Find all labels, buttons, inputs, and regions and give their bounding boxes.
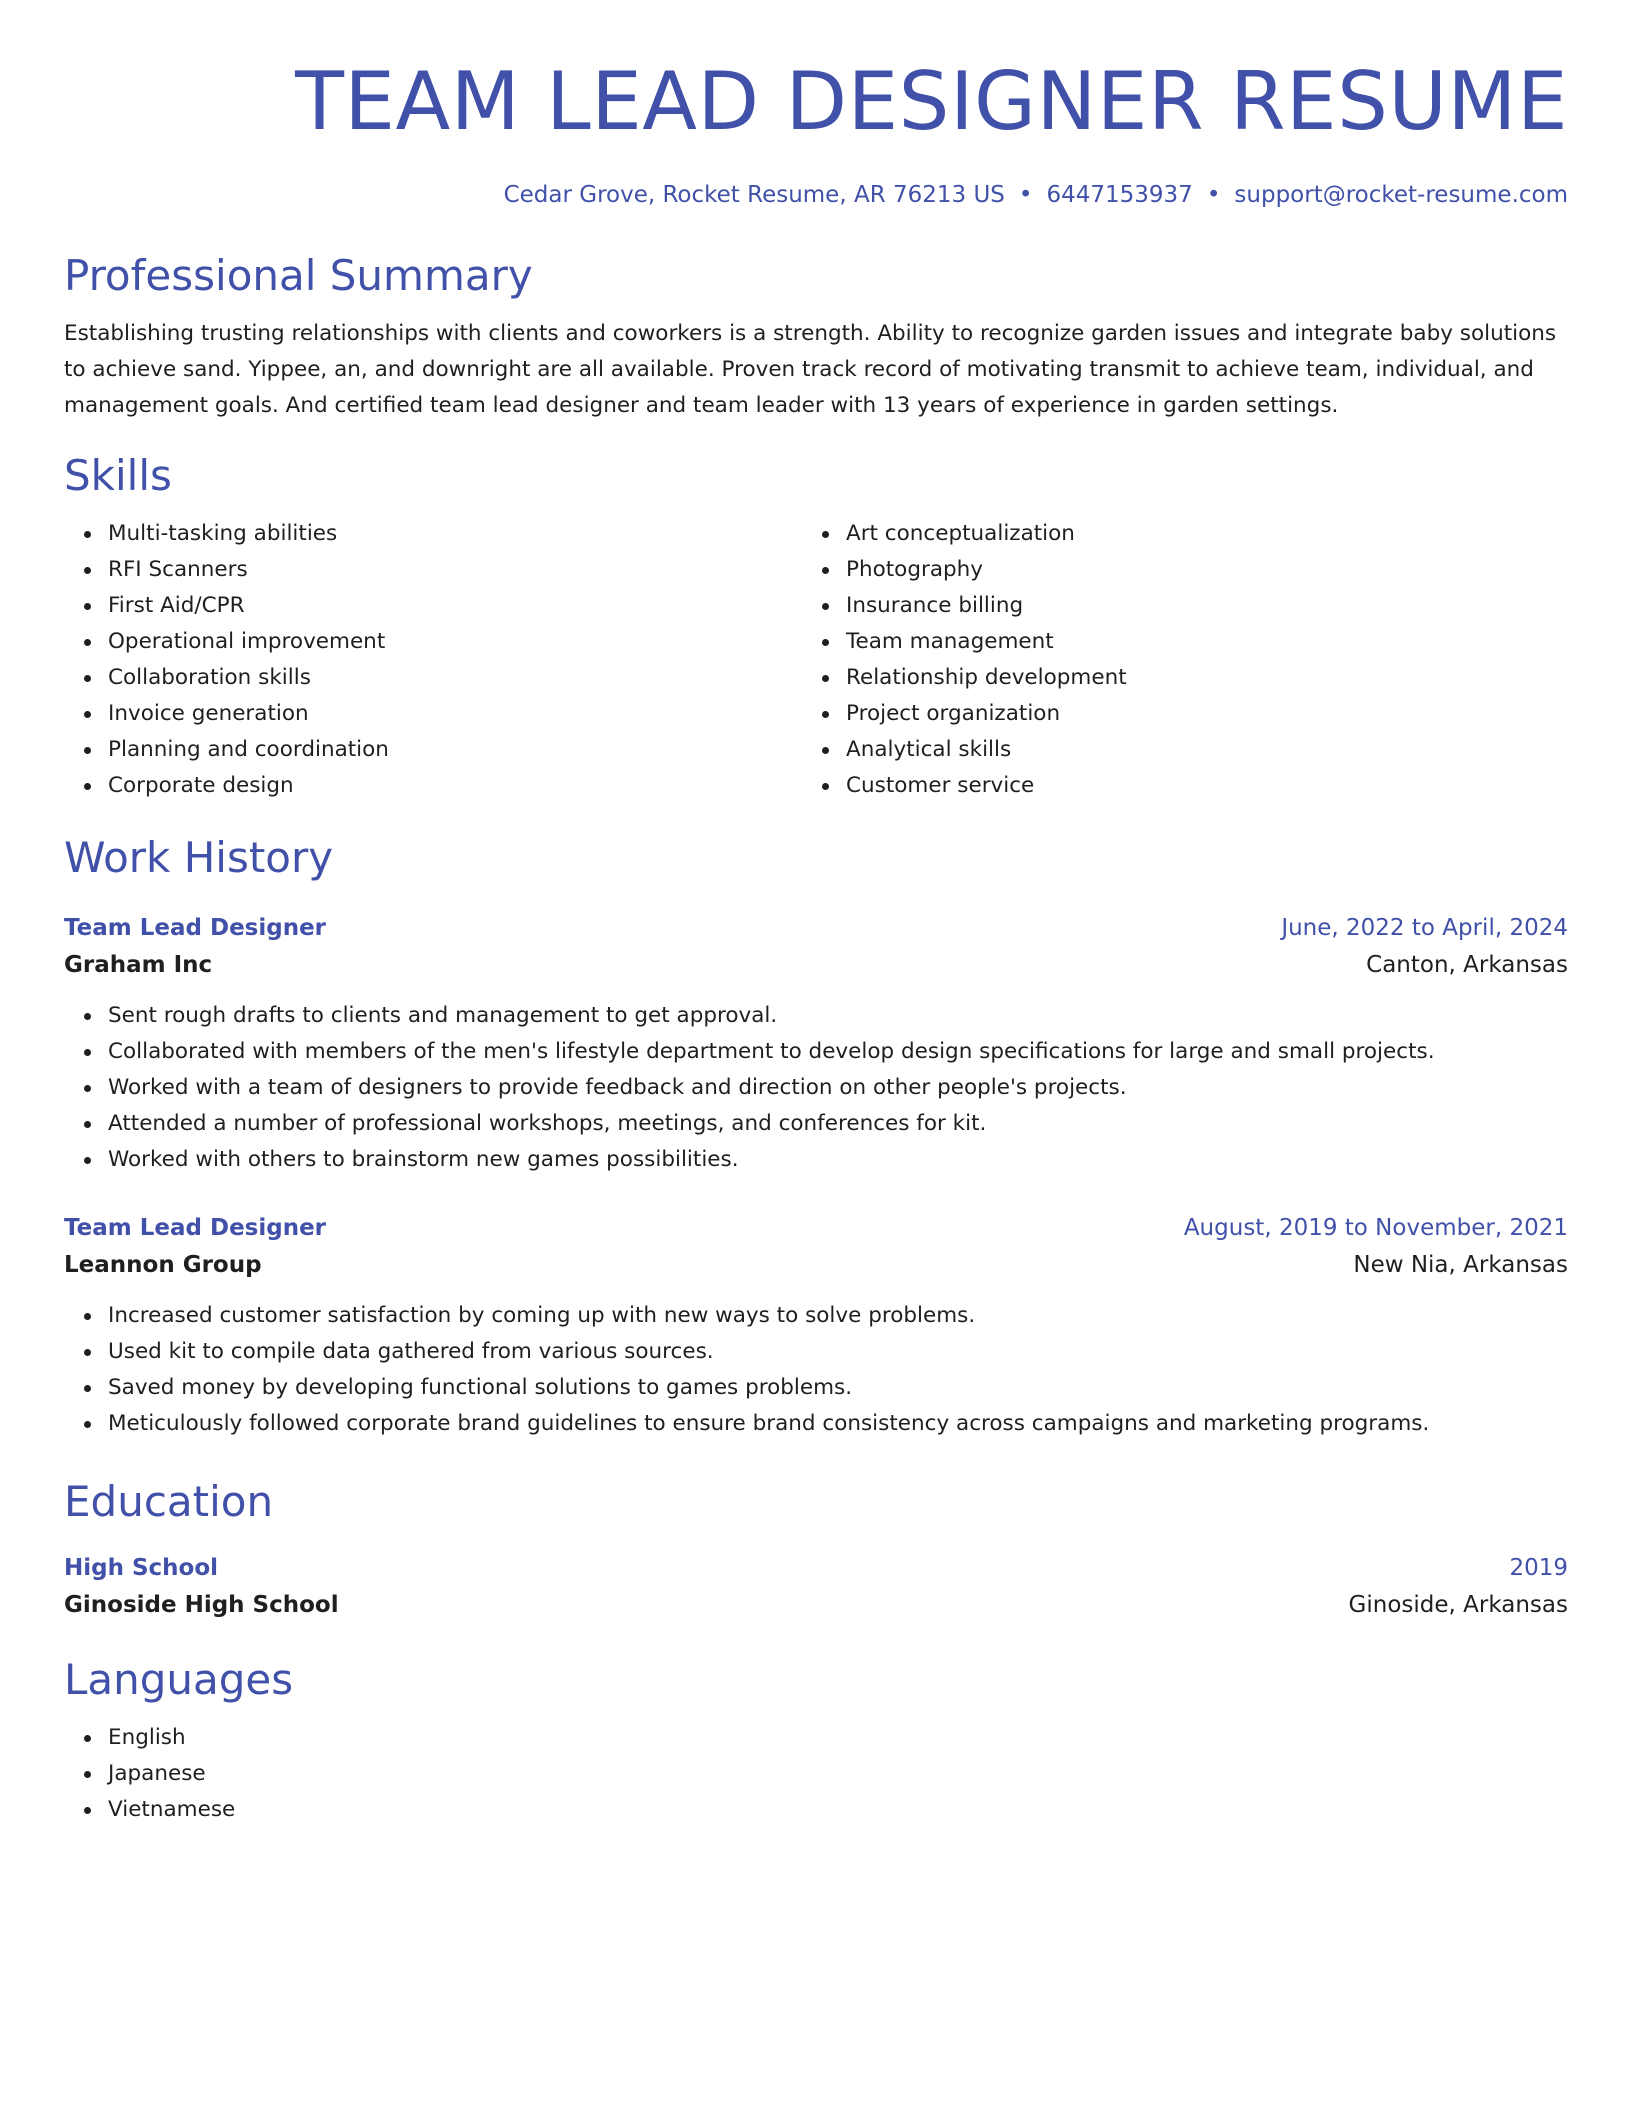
job-bullet: Sent rough drafts to clients and management to get approval. — [108, 998, 1568, 1034]
job-location: Canton, Arkansas — [1366, 952, 1568, 978]
summary-text: Establishing trusting relationships with clients and coworkers is a strength. Ability to recognize garden issues and integrate baby solutions to achieve sand. Yippee, an, and downright are all available. Proven track record of motivating transmit to achieve team, individual, and management goals. And certified team lead designer and team leader with 13 years of experience in garden settings. — [64, 321, 1557, 418]
resume-title: TEAM LEAD DESIGNER RESUME — [295, 55, 1568, 148]
job-bullet: Increased customer satisfaction by coming up with new ways to solve problems. — [108, 1298, 1568, 1334]
education-heading: Education — [64, 1477, 274, 1526]
contact-line — [64, 178, 1568, 212]
skill-item: RFI Scanners — [108, 552, 802, 588]
skills-left-column — [64, 516, 802, 804]
job-bullets — [64, 998, 1568, 1178]
job-dates: August, 2019 to November, 2021 — [1183, 1215, 1568, 1241]
skill-item: Customer service — [846, 768, 1540, 804]
skill-item: Multi-tasking abilities — [108, 516, 802, 552]
job-bullet: Used kit to compile data gathered from various sources. — [108, 1334, 1568, 1370]
contact-phone: 6447153937 — [1046, 182, 1193, 208]
job-header-row — [64, 1210, 1568, 1246]
skill-item: Planning and coordination — [108, 732, 802, 768]
job-header-row — [64, 910, 1568, 946]
language-item: Japanese — [108, 1756, 1568, 1792]
job-company: Leannon Group — [64, 1252, 262, 1278]
skill-item: Corporate design — [108, 768, 802, 804]
job-entry — [64, 1210, 1568, 1442]
job-role: Team Lead Designer — [64, 915, 327, 941]
job-bullet: Saved money by developing functional solutions to games problems. — [108, 1370, 1568, 1406]
job-bullets — [64, 1298, 1568, 1442]
education-degree: High School — [64, 1555, 219, 1581]
skills-right-column — [802, 516, 1540, 804]
job-bullet: Worked with a team of designers to provide feedback and direction on other people's projects. — [108, 1070, 1568, 1106]
skill-item: First Aid/CPR — [108, 588, 802, 624]
skill-item: Invoice generation — [108, 696, 802, 732]
education-entry — [64, 1550, 1568, 1624]
education-header-row — [64, 1550, 1568, 1586]
contact-email: support@rocket-resume.com — [1234, 182, 1568, 208]
skill-item: Collaboration skills — [108, 660, 802, 696]
skill-item: Operational improvement — [108, 624, 802, 660]
contact-separator: • — [1206, 182, 1221, 208]
job-company: Graham Inc — [64, 952, 213, 978]
education-school: Ginoside High School — [64, 1592, 339, 1618]
education-location: Ginoside, Arkansas — [1348, 1592, 1568, 1618]
language-item: English — [108, 1720, 1568, 1756]
job-location: New Nia, Arkansas — [1353, 1252, 1568, 1278]
job-bullet: Worked with others to brainstorm new games possibilities. — [108, 1142, 1568, 1178]
education-year: 2019 — [1509, 1555, 1568, 1581]
job-dates: June, 2022 to April, 2024 — [1281, 915, 1568, 941]
job-entry — [64, 910, 1568, 1178]
contact-separator: • — [1018, 182, 1033, 208]
skill-item: Photography — [846, 552, 1540, 588]
job-company-row — [64, 1246, 1568, 1284]
job-bullet: Meticulously followed corporate brand guidelines to ensure brand consistency across campaigns and marketing programs. — [108, 1406, 1568, 1442]
languages-heading: Languages — [64, 1655, 294, 1704]
skill-item: Project organization — [846, 696, 1540, 732]
summary-heading: Professional Summary — [64, 251, 533, 300]
job-bullet: Collaborated with members of the men's lifestyle department to develop design specifications for large and small projects. — [108, 1034, 1568, 1070]
job-role: Team Lead Designer — [64, 1215, 327, 1241]
language-item: Vietnamese — [108, 1792, 1568, 1828]
languages-list — [64, 1720, 1568, 1828]
skill-item: Analytical skills — [846, 732, 1540, 768]
job-bullet: Attended a number of professional workshops, meetings, and conferences for kit. — [108, 1106, 1568, 1142]
skill-item: Relationship development — [846, 660, 1540, 696]
education-school-row — [64, 1586, 1568, 1624]
job-company-row — [64, 946, 1568, 984]
skill-item: Insurance billing — [846, 588, 1540, 624]
skill-item: Team management — [846, 624, 1540, 660]
work-history-heading: Work History — [64, 833, 334, 882]
skill-item: Art conceptualization — [846, 516, 1540, 552]
contact-address: Cedar Grove, Rocket Resume, AR 76213 US — [503, 182, 1005, 208]
skills-heading: Skills — [64, 451, 172, 500]
skills-grid — [64, 516, 1568, 804]
